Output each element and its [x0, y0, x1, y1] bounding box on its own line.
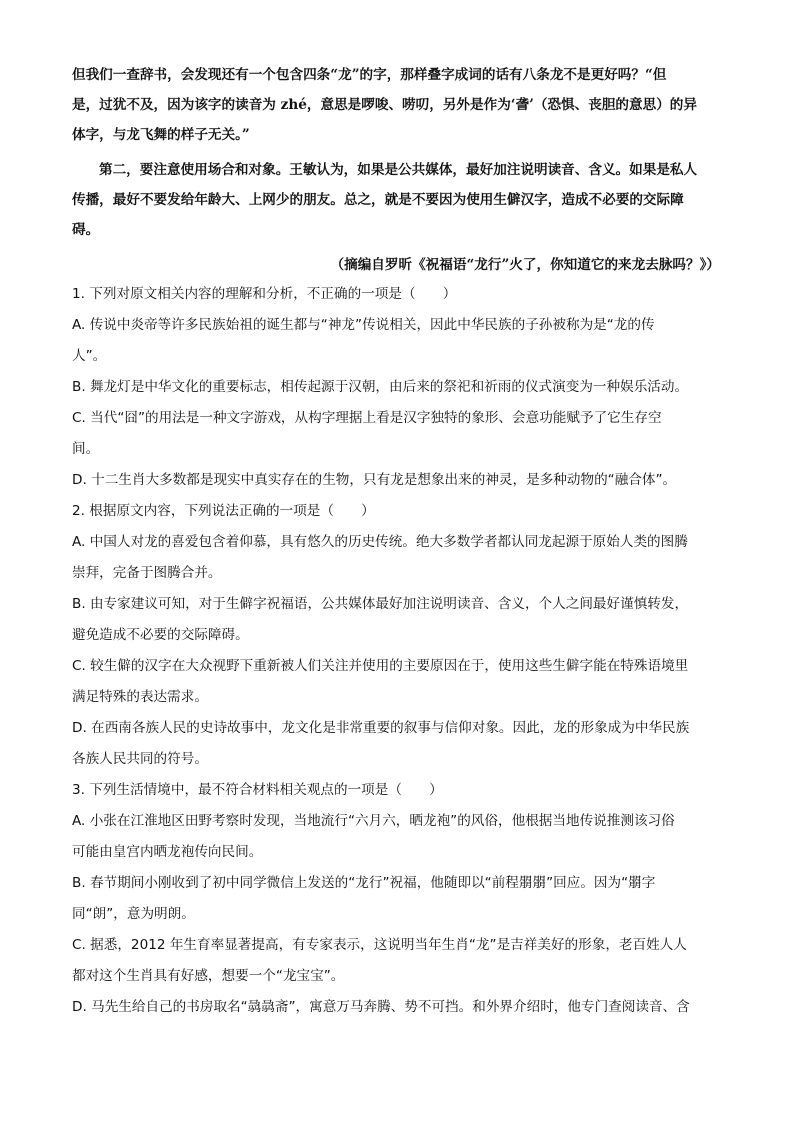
option-a-line: 崇拜，完备于图腾合并。	[72, 565, 222, 581]
option-c-line: 满足特殊的表达需求。	[72, 689, 208, 705]
passage-line: 传播，最好不要发给年龄大、上网少的朋友。总之，就是不要因为使用生僻汉字，造成不必要的交际障	[72, 192, 684, 208]
option-d-line: 各族人民共同的符号。	[72, 751, 208, 767]
option-c-line: C. 据悉，2012 年生育率显著提高，有专家表示，这说明当年生肖“龙”是吉祥美好的形象，老百姓人人	[72, 937, 687, 953]
question-2	[72, 496, 726, 775]
option-a-line: A. 小张在江淮地区田野考察时发现，当地流行“六月六，晒龙袍”的风俗，他根据当地传说推测该习俗	[72, 813, 675, 829]
passage-paragraph-2	[72, 155, 722, 245]
passage-line: 碍。	[72, 222, 100, 238]
option-d-line: D. 马先生给自己的书房取名“骉骉斋”，寓意万马奔腾、势不可挡。和外界介绍时，他专门查阅读音、含	[72, 999, 690, 1015]
option-b-line: B. 春节期间小刚收到了初中同学微信上发送的“龙行”祝福，他随即以“前程朤朤”回应。因为“朤字	[72, 875, 656, 891]
passage-line: 是，过犹不及，因为该字的读音为 zhé，意思是啰唆、唠叨，另外是作为‘詟’（恐惧、丧胆的意思）的异	[72, 97, 697, 113]
question-stem: 2. 根据原文内容，下列说法正确的一项是（ ）	[72, 503, 375, 519]
option-d-line: D. 十二生肖大多数都是现实中真实存在的生物，只有龙是想象出来的神灵，是多种动物的“融合体”。	[72, 472, 677, 488]
question-3	[72, 775, 726, 1023]
option-d-line: D. 在西南各族人民的史诗故事中，龙文化是非常重要的叙事与信仰对象。因此，龙的形象成为中华民族	[72, 720, 690, 736]
passage-line: 但我们一查辞书，会发现还有一个包含四条“龙”的字，那样叠字成词的话有八条龙不是更好吗？“但	[72, 67, 667, 83]
option-c-line: 都对这个生肖具有好感，想要一个“龙宝宝”。	[72, 968, 345, 984]
option-c-line: C. 当代“囧”的用法是一种文字游戏，从构字理据上看是汉字独特的象形、会意功能赋予了它生存空	[72, 410, 662, 426]
option-b-line: B. 舞龙灯是中华文化的重要标志，相传起源于汉朝，由后来的祭祀和祈雨的仪式演变为一种娱乐活动。	[72, 379, 689, 395]
passage-line: 体字，与龙飞舞的样子无关。”	[72, 127, 250, 143]
option-c-line: C. 较生僻的汉字在大众视野下重新被人们关注并使用的主要原因在于，使用这些生僻字能在特殊语境里	[72, 658, 689, 674]
option-b-line: 避免造成不必要的交际障碍。	[72, 627, 249, 643]
passage-line: 第二，要注意使用场合和对象。王敏认为，如果是公共媒体，最好加注说明读音、含义。如果是私人	[99, 162, 698, 178]
option-a-line: 可能由皇宫内晒龙袍传向民间。	[72, 844, 263, 860]
question-stem: 3. 下列生活情境中，最不符合材料相关观点的一项是（ ）	[72, 782, 443, 798]
option-c-line: 间。	[72, 441, 100, 457]
option-b-line: B. 由专家建议可知，对于生僻字祝福语，公共媒体最好加注说明读音、含义，个人之间最好谨慎转发，	[72, 596, 689, 612]
question-stem: 1. 下列对原文相关内容的理解和分析，不正确的一项是（ ）	[72, 286, 457, 302]
source-citation: （摘编自罗昕《祝福语“龙行”火了，你知道它的来龙去脉吗？》）	[330, 257, 720, 273]
option-a-line: 人”。	[72, 348, 107, 364]
option-b-line: 同“朗”，意为明朗。	[72, 906, 195, 922]
option-a-line: A. 传说中炎帝等许多民族始祖的诞生都与“神龙”传说相关，因此中华民族的子孙被称为是“龙的传	[72, 317, 655, 333]
passage-paragraph-1	[72, 60, 722, 150]
question-1	[72, 279, 726, 496]
option-a-line: A. 中国人对龙的喜爱包含着仰慕，具有悠久的历史传统。绝大多数学者都认同龙起源于原始人类的图腾	[72, 534, 688, 550]
